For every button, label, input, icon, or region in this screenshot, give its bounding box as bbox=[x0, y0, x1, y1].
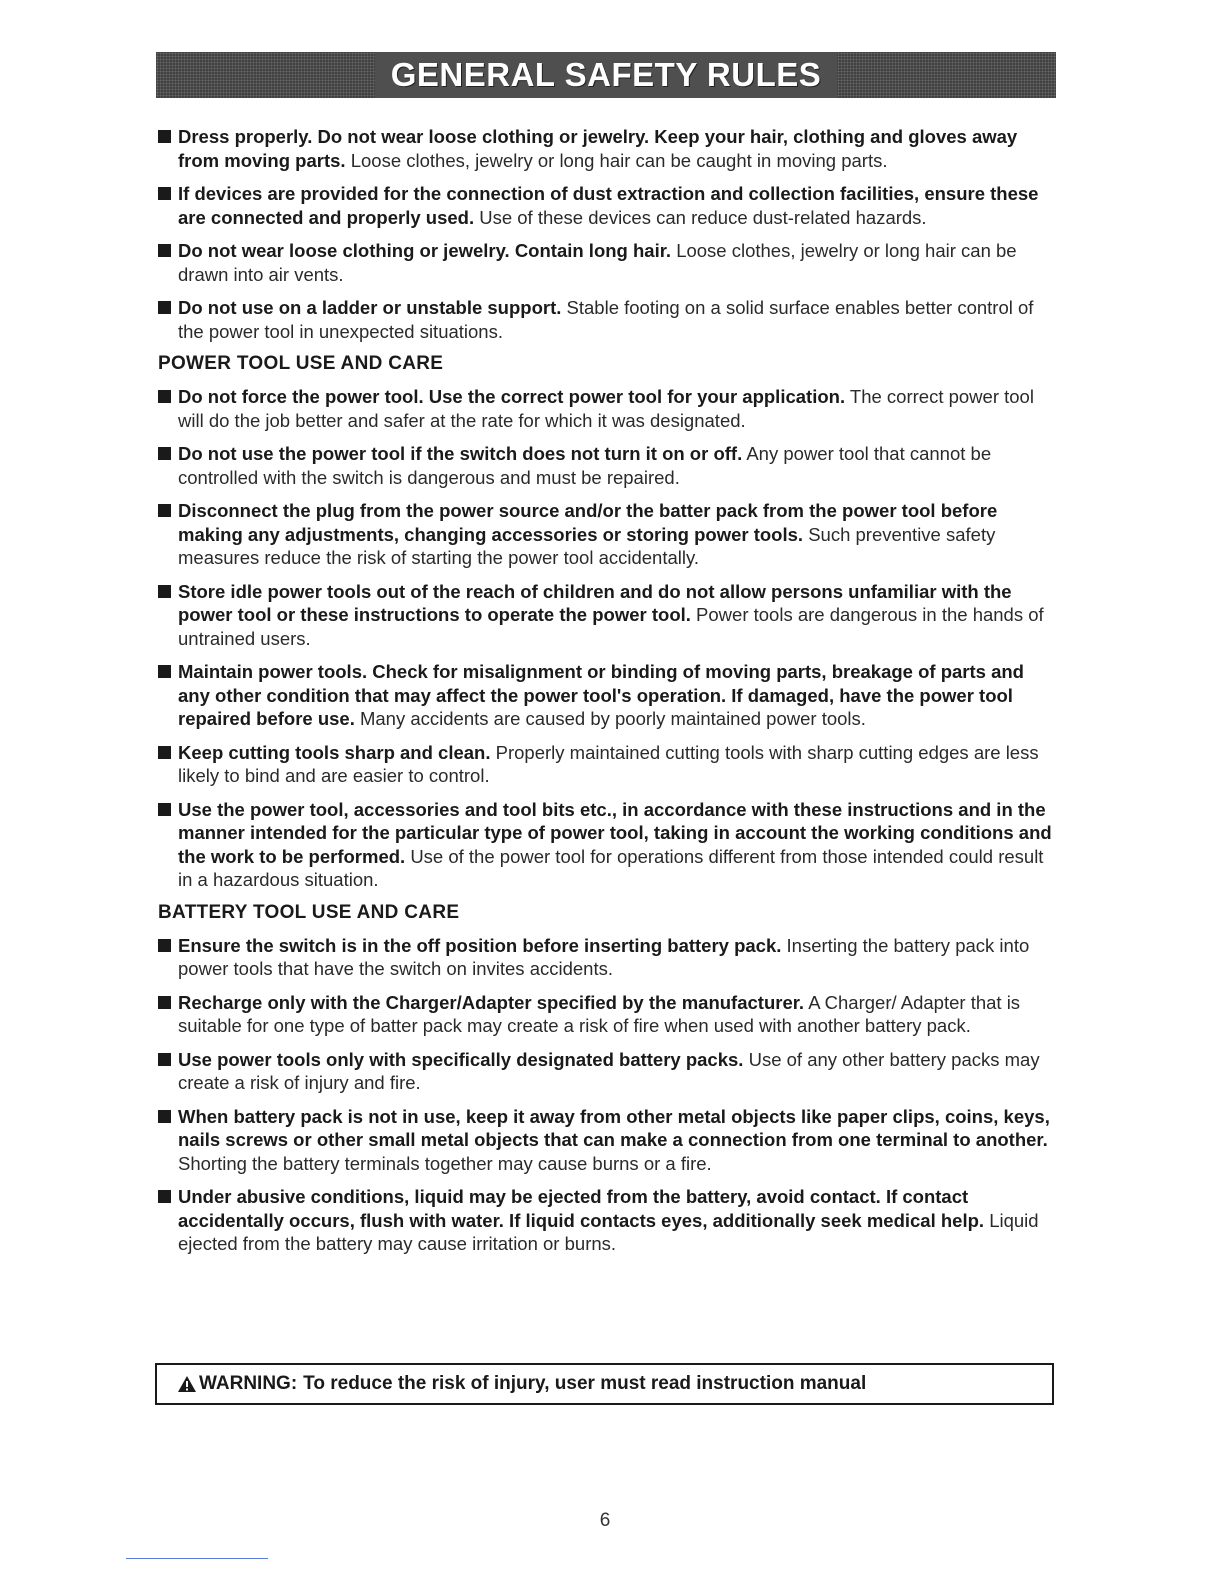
rule-bold-text: If devices are provided for the connection of dust extraction and collection facilities, ensure these are connected and properly used. bbox=[178, 183, 1039, 228]
rule-item bbox=[158, 182, 1053, 229]
rule-bold-text: Under abusive conditions, liquid may be ejected from the battery, avoid contact. If contact accidentally occurs, flush with water. If liquid contacts eyes, additionally seek medical help. bbox=[178, 1186, 985, 1231]
section-heading-battery-tool: BATTERY TOOL USE AND CARE bbox=[158, 901, 460, 923]
square-bullet-icon bbox=[158, 301, 171, 314]
rule-text: Any power tool that cannot be controlled with the switch is dangerous and must be repaired. bbox=[178, 443, 992, 488]
warning-label: WARNING: bbox=[199, 1373, 298, 1394]
rule-text: Loose clothes, jewelry or long hair can be caught in moving parts. bbox=[350, 149, 888, 171]
page-number: 6 bbox=[599, 1510, 611, 1531]
rule-bold-text: Maintain power tools. Check for misalignment or binding of moving parts, breakage of parts and any other condition that may affect the power tool's operation. If damaged, have the power tool repaired before use. bbox=[178, 661, 1024, 729]
square-bullet-icon bbox=[158, 585, 171, 598]
rule-text: Use of these devices can reduce dust-related hazards. bbox=[479, 206, 927, 228]
rule-bold-text: Dress properly. Do not wear loose clothing or jewelry. Keep your hair, clothing and gloves away from moving parts. bbox=[178, 126, 1018, 171]
page-title: GENERAL SAFETY RULES bbox=[375, 52, 838, 98]
square-bullet-icon bbox=[158, 244, 171, 257]
rule-item bbox=[158, 385, 1053, 432]
square-bullet-icon bbox=[158, 187, 171, 200]
square-bullet-icon bbox=[158, 1110, 171, 1123]
rule-item bbox=[158, 991, 1053, 1038]
rule-text: Power tools are dangerous in the hands of untrained users. bbox=[178, 604, 1044, 649]
rule-bold-text: Recharge only with the Charger/Adapter specified by the manufacturer. bbox=[178, 991, 805, 1013]
rule-bold-text: Disconnect the plug from the power source and/or the batter pack from the power tool before making any adjustments, changing accessories or storing power tools. bbox=[178, 500, 998, 545]
rule-text: The correct power tool will do the job better and safer at the rate for which it was designated. bbox=[178, 386, 1034, 431]
rule-text: Many accidents are caused by poorly maintained power tools. bbox=[359, 708, 866, 729]
rule-item bbox=[158, 1105, 1053, 1176]
rule-text: A Charger/ Adapter that is suitable for one type of batter pack may create a risk of fire when used with another battery pack. bbox=[178, 991, 1021, 1036]
footer-divider bbox=[126, 1558, 268, 1559]
rule-item bbox=[158, 798, 1053, 892]
rule-bold-text: Store idle power tools out of the reach of children and do not allow persons unfamiliar with the power tool or these instructions to operate the power tool. bbox=[178, 580, 1012, 625]
rule-text: Liquid ejected from the battery may cause irritation or burns. bbox=[178, 1209, 1039, 1254]
square-bullet-icon bbox=[158, 447, 171, 460]
section-heading-power-tool: POWER TOOL USE AND CARE bbox=[158, 353, 444, 374]
square-bullet-icon bbox=[158, 1053, 171, 1066]
square-bullet-icon bbox=[158, 665, 171, 678]
rule-item bbox=[158, 660, 1053, 731]
rule-text: Shorting the battery terminals together may cause burns or a fire. bbox=[178, 1152, 712, 1174]
warning-box bbox=[155, 1363, 1054, 1405]
rule-item bbox=[158, 741, 1053, 788]
rule-item bbox=[158, 296, 1053, 343]
rule-item bbox=[158, 580, 1053, 651]
rule-text: Stable footing on a solid surface enables better control of the power tool in unexpected situations. bbox=[178, 297, 1034, 342]
square-bullet-icon bbox=[158, 1190, 171, 1203]
rule-bold-text: When battery pack is not in use, keep it away from other metal objects like paper clips, coins, keys, nails screws or other small metal objects that can make a connection from one terminal to another. bbox=[178, 1105, 1050, 1150]
rules-content bbox=[158, 125, 1053, 1266]
rule-bold-text: Do not use the power tool if the switch does not turn it on or off. bbox=[178, 443, 743, 464]
square-bullet-icon bbox=[158, 996, 171, 1009]
rule-bold-text: Use the power tool, accessories and tool bits etc., in accordance with these instructions and in the manner intended for the particular type of power tool, taking in account the working conditions and the work to be performed. bbox=[178, 798, 1052, 867]
square-bullet-icon bbox=[158, 504, 171, 517]
square-bullet-icon bbox=[158, 939, 171, 952]
square-bullet-icon bbox=[158, 803, 171, 816]
rule-bold-text: Do not wear loose clothing or jewelry. Contain long hair. bbox=[178, 240, 672, 261]
header-banner bbox=[156, 52, 1056, 98]
rule-text: Properly maintained cutting tools with sharp cutting edges are less likely to bind and are easier to control. bbox=[178, 741, 1039, 786]
warning-triangle-icon bbox=[177, 1375, 197, 1393]
rule-bold-text: Ensure the switch is in the off position before inserting battery pack. bbox=[178, 934, 782, 956]
rule-item bbox=[158, 239, 1053, 286]
rule-item bbox=[158, 1048, 1053, 1095]
rule-item bbox=[158, 125, 1053, 172]
rule-text: Inserting the battery pack into power tools that have the switch on invites accidents. bbox=[178, 934, 1030, 979]
rule-text: Use of any other battery packs may create a risk of injury and fire. bbox=[178, 1048, 1040, 1093]
rule-item bbox=[158, 1185, 1053, 1256]
rule-item bbox=[158, 499, 1053, 570]
rule-text: Loose clothes, jewelry or long hair can be drawn into air vents. bbox=[178, 240, 1017, 285]
rule-text: Such preventive safety measures reduce the risk of starting the power tool accidentally. bbox=[178, 523, 996, 568]
square-bullet-icon bbox=[158, 130, 171, 143]
rule-text: Use of the power tool for operations different from those intended could result in a hazardous situation. bbox=[178, 845, 1044, 890]
rule-item bbox=[158, 442, 1053, 489]
rule-item bbox=[158, 934, 1053, 981]
rule-bold-text: Do not force the power tool. Use the correct power tool for your application. bbox=[178, 386, 846, 407]
rule-bold-text: Use power tools only with specifically designated battery packs. bbox=[178, 1048, 744, 1070]
rule-bold-text: Keep cutting tools sharp and clean. bbox=[178, 741, 491, 763]
square-bullet-icon bbox=[158, 746, 171, 759]
warning-text: To reduce the risk of injury, user must read instruction manual bbox=[303, 1373, 867, 1394]
square-bullet-icon bbox=[158, 390, 171, 403]
rule-bold-text: Do not use on a ladder or unstable support. bbox=[178, 297, 562, 318]
